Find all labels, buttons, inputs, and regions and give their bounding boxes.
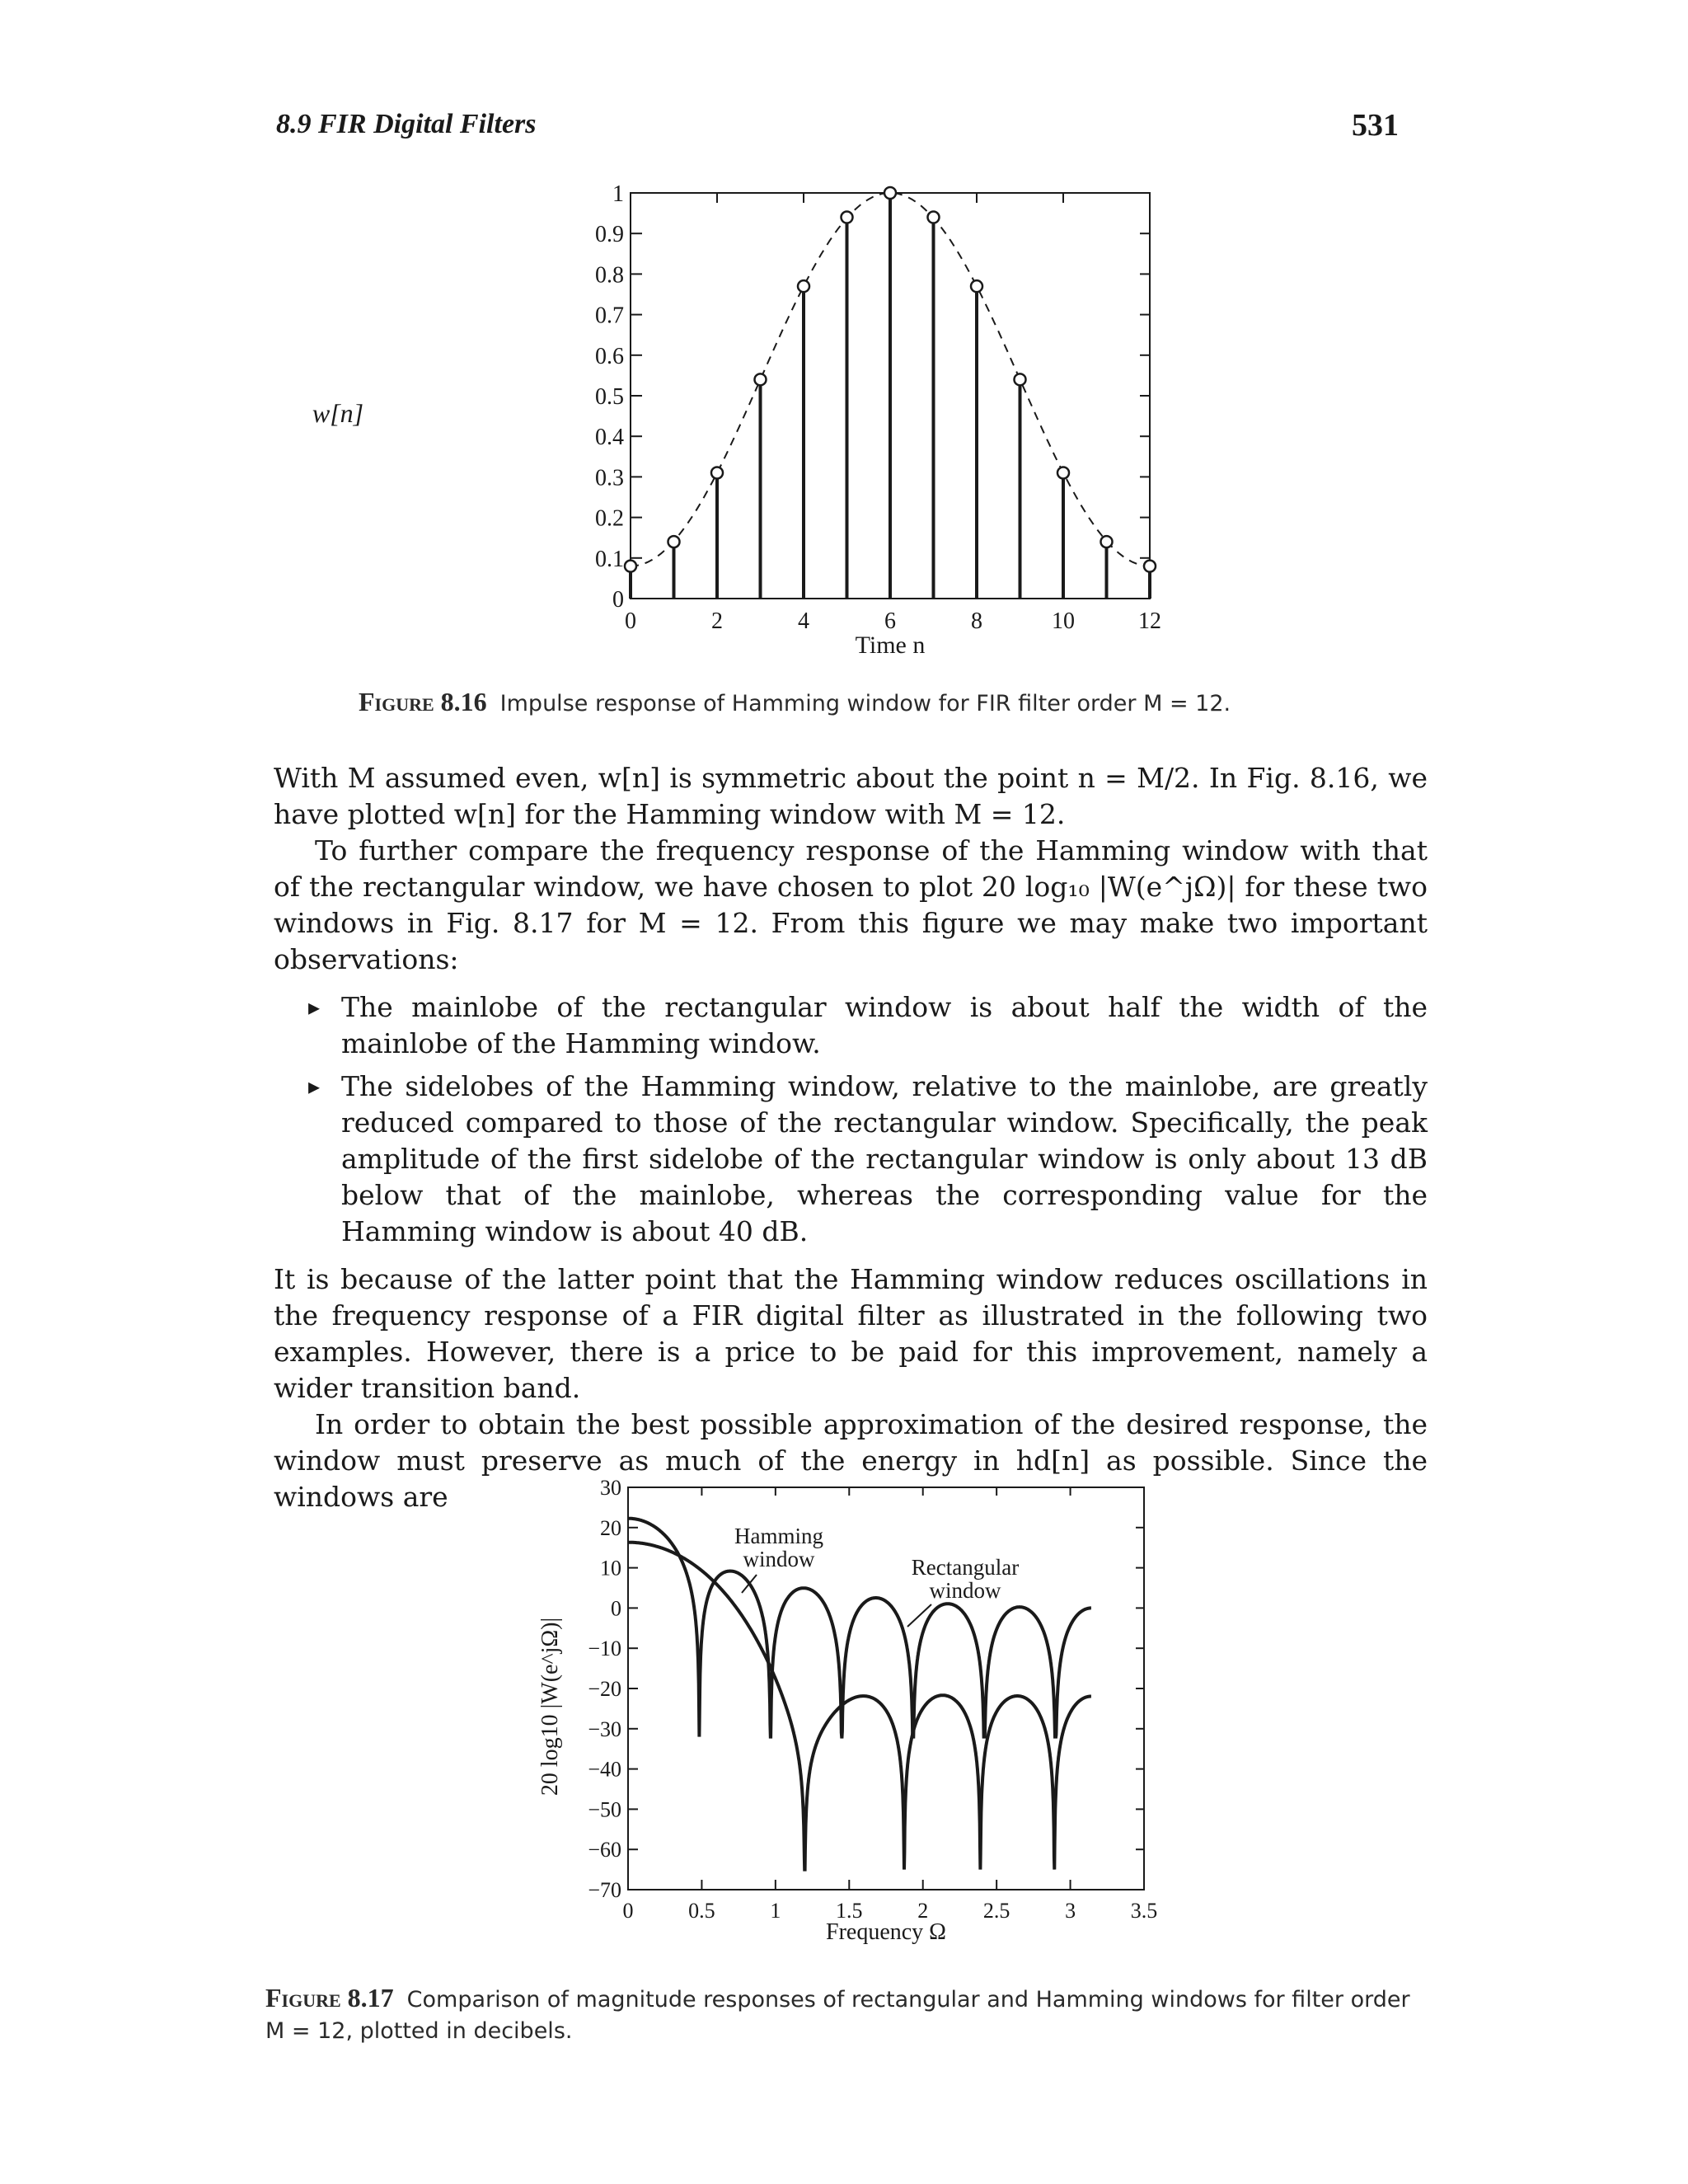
x-tick-label: 8 (971, 608, 982, 634)
paragraph-3: It is because of the latter point that the Hamming window reduces oscillations in the frequency response of a FIR digital filter as illustrated in the following two examples. However, there is a price to be paid for this improvement, namely a wider transition band. (274, 1263, 1428, 1404)
figure-8-16-chart (297, 165, 1187, 676)
x-tick-label: 12 (1138, 608, 1161, 634)
figure-8-17-chart (495, 1459, 1236, 1970)
x-tick-label: 3.5 (1130, 1899, 1158, 1923)
x-axis-label: Time n (855, 632, 926, 659)
x-tick-label: 1.5 (836, 1899, 863, 1923)
x-tick-label: 4 (798, 608, 809, 634)
stem-marker (711, 467, 723, 478)
stem-marker (928, 212, 940, 223)
caption-label: Figure 8.16 (359, 687, 487, 716)
y-tick-label: 0.2 (595, 505, 624, 532)
stem-marker (1101, 536, 1113, 547)
x-tick-label: 2 (711, 608, 723, 634)
paragraph-2: To further compare the frequency response of the Hamming window with that of the rectangular window, we have chosen to plot 20 log₁₀ |W(e^jΩ)| for these two windows in Fig. 8.17 for M = 12. From this figure we may make two important observations: (274, 834, 1428, 975)
caption-text: Impulse response of Hamming window for FIR filter order M = 12. (499, 691, 1231, 716)
paragraph-1: With M assumed even, w[n] is symmetric about the point n = M/2. In Fig. 8.16, we have plotted w[n] for the Hamming window with M = 12. (274, 762, 1428, 830)
y-tick-label: −50 (588, 1797, 621, 1822)
y-tick-label: 0 (612, 587, 624, 613)
y-tick-label: 0.8 (595, 262, 624, 289)
x-tick-label: 0.5 (688, 1899, 715, 1923)
y-tick-label: −10 (588, 1637, 621, 1661)
y-tick-label: 0.3 (595, 465, 624, 491)
list-item: ▸ The sidelobes of the Hamming window, relative to the mainlobe, are greatly reduced compared to those of the rectangular window. Specifically, the peak amplitude of the first sidelobe of the rectangular window is only about 13 dB below that of the mainlobe, whereas the corresponding value for the Hamming window is about 40 dB. (274, 1069, 1428, 1250)
y-axis-label: 20 log10 |W(e^jΩ)| (537, 1617, 563, 1797)
y-tick-label: 0.7 (595, 303, 624, 329)
x-axis-label: Frequency Ω (826, 1919, 946, 1945)
y-axis-title (312, 398, 363, 428)
stem-marker (1015, 373, 1026, 385)
stem-marker (884, 187, 896, 199)
figure-8-16-caption (359, 686, 1430, 720)
y-tick-label: 0 (611, 1596, 621, 1621)
x-tick-label: 10 (1052, 608, 1075, 634)
stem-marker (755, 373, 767, 385)
y-tick-label: −70 (588, 1878, 621, 1902)
y-tick-label: 0.6 (595, 343, 624, 369)
x-tick-label: 1 (770, 1899, 781, 1923)
annotation-line: Hamming (734, 1524, 823, 1548)
annotation-line: window (743, 1547, 815, 1571)
rectangular-window-curve (628, 1519, 1091, 1737)
y-tick-label: 20 (600, 1515, 621, 1540)
stem-marker (1057, 467, 1069, 478)
annotation-line: Rectangular (911, 1555, 1020, 1580)
x-tick-label: 0 (625, 608, 636, 634)
x-tick-label: 6 (884, 608, 896, 634)
svg-text:Rectangularwindow (912, 1555, 1019, 1603)
caption-label: Figure 8.17 (265, 1983, 394, 2013)
y-tick-label: 0.1 (595, 546, 624, 572)
figure-8-17-caption (265, 1982, 1428, 2047)
y-tick-label: −30 (588, 1717, 621, 1741)
svg-text:Hammingwindow (734, 1524, 823, 1571)
plot-frame (628, 1487, 1144, 1890)
stem-marker (842, 212, 853, 223)
x-tick-label: 2 (917, 1899, 929, 1923)
x-tick-label: 3 (1065, 1899, 1076, 1923)
caption-text: Comparison of magnitude responses of rectangular and Hamming windows for filter order M = 12, plotted in decibels. (265, 1987, 1410, 2044)
stem-marker (1144, 561, 1156, 572)
y-tick-label: 0.5 (595, 384, 624, 410)
y-tick-label: −40 (588, 1757, 621, 1782)
page-number: 531 (1352, 108, 1399, 143)
stem-marker (971, 280, 982, 292)
observations-list (274, 989, 1428, 1250)
running-head: 8.9 FIR Digital Filters (276, 109, 537, 139)
stem-marker (798, 280, 809, 292)
y-tick-label: 1 (612, 181, 624, 207)
y-tick-label: 10 (600, 1556, 621, 1580)
annotation-line: window (929, 1578, 1001, 1603)
y-tick-label: −20 (588, 1677, 621, 1701)
y-axis-label: w[n] (312, 398, 364, 428)
y-tick-label: 0.4 (595, 425, 624, 451)
y-tick-label: 0.9 (595, 222, 624, 248)
x-tick-label: 0 (622, 1899, 634, 1923)
body-text (274, 760, 1428, 1515)
x-tick-label: 2.5 (982, 1899, 1010, 1923)
stem-marker (668, 536, 680, 547)
stem-marker (625, 561, 636, 572)
paragraph-4: In order to obtain the best possible approximation of the desired response, the window must preserve as much of the energy in hd[n] as possible. Since the windows are (274, 1408, 1428, 1513)
y-tick-label: 30 (600, 1476, 621, 1500)
list-item: ▸ The mainlobe of the rectangular window is about half the width of the mainlobe of the Hamming window. (274, 989, 1428, 1062)
y-tick-label: −60 (588, 1838, 621, 1862)
